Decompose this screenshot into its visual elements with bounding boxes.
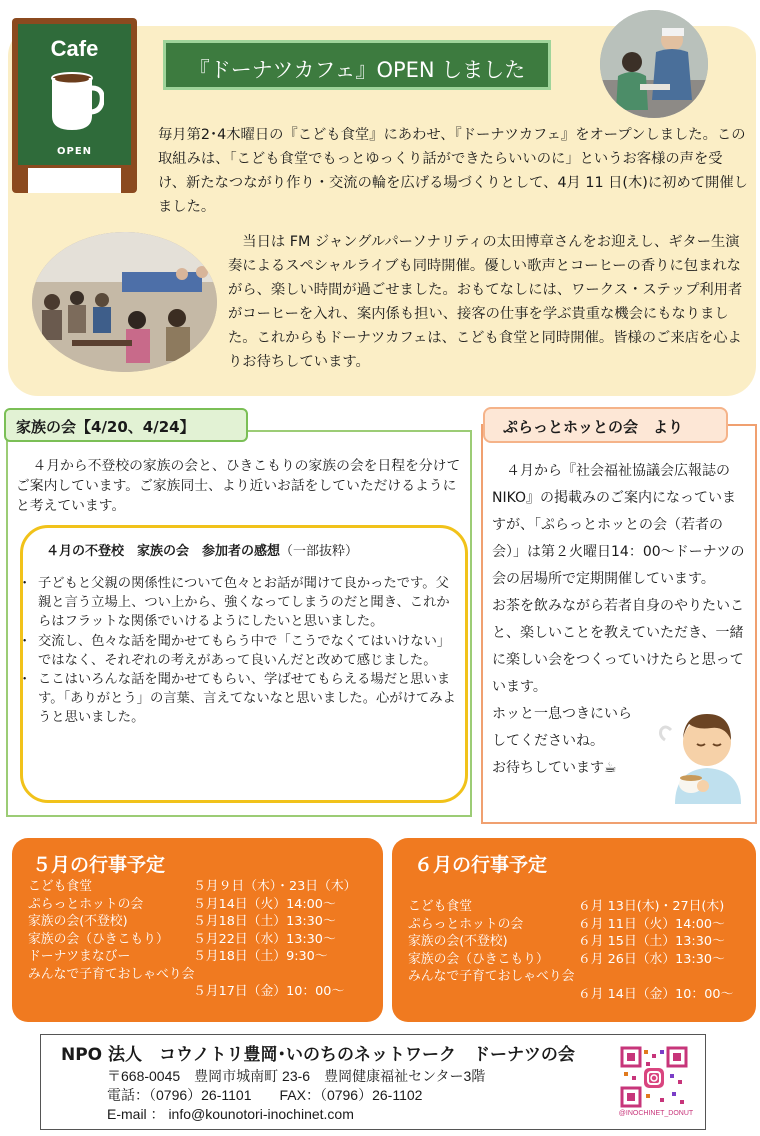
- may-schedule-title: ５月の行事予定: [32, 854, 166, 876]
- schedule-row: [408, 951, 733, 969]
- schedule-row: [28, 913, 356, 931]
- event-name: ドーナツまなびー: [28, 949, 131, 964]
- june-schedule: [392, 838, 756, 1022]
- plat-paragraph-3: ホッと一息つきにいらしてくださいね。: [492, 706, 632, 749]
- cafe-title-banner: [163, 40, 551, 90]
- footer-email[interactable]: E-mail ： info@kounotori-inochinet.com: [107, 1106, 354, 1122]
- voice-item: ・ 交流し、色々な話を聞かせてもらう中で「こうでなくてはいけない」ではなく、それぞれの考えがあって良いんだと改めて感じました。: [22, 632, 462, 670]
- cafe-sign-open: OPEN: [56, 146, 93, 157]
- schedule-row: [28, 878, 356, 896]
- footer-box: [40, 1034, 706, 1130]
- family-section-header: [4, 408, 248, 442]
- voice-item: ・ 子どもと父親の関係性について色々とお話が聞けて良かったです。父親と言う立場上、つい上から、強くなってしまうのだと聞き、これからはフラットな関係でいけるようにしたいと思いました。: [22, 574, 462, 632]
- cafe-title: 『ドーナツカフェ』OPEN しました: [188, 58, 526, 82]
- schedule-row: [28, 896, 356, 914]
- cafe-sign-word: Cafe: [50, 36, 99, 61]
- kitchen-staff-photo: [600, 10, 708, 118]
- voices-title: [46, 540, 358, 559]
- may-schedule-table: [28, 878, 356, 1001]
- event-name: こども食堂: [408, 899, 472, 914]
- voices-title-text: ４月の不登校 家族の会 参加者の感想: [46, 544, 281, 559]
- schedule-row: [408, 916, 733, 934]
- cafe-sign-stand: [28, 168, 121, 193]
- event-date: ６月 14日（金）10：00～: [578, 986, 734, 1002]
- cafe-paragraph-1: 毎月第2･4木曜日の『こども食堂』にあわせ、『ドーナツカフェ』をオープンしました。この取組みは、「こども食堂でもっとゆっくり話ができたらいいのに」というお客様の声を受け、新たなつながり作り・交流の輪を広げる場づくりとして、4月 11 日(木)に初めて開催しました。: [158, 127, 748, 215]
- schedule-row: [28, 931, 356, 949]
- plat-paragraph-2: お茶を飲みながら若者自身のやりたいこと、楽しいことを教えていただき、一緒に楽しい会をつくっていけたらと思っています。: [492, 598, 744, 695]
- event-date: ５月22日（水）13:30～: [193, 931, 336, 947]
- event-name: 家族の会(不登校): [408, 934, 508, 949]
- plat-paragraph-1: ４月から『社会福祉協議会広報誌の NIKO』の掲載みのご案内になっていますが、「ぷらっとホッとの会（若者の会）」は第２火曜日14：00～ドーナツの会の居場所で定期開催しています。: [492, 463, 745, 587]
- june-schedule-table: [408, 898, 733, 1003]
- voice-item: ・ ここはいろんな話を聞かせてもらい、学ばせてもらえる場だと思います。「ありがとう」の言葉、言えてないなと思いました。心がけてみようと思いました。: [22, 670, 462, 728]
- voices-list: [22, 574, 462, 728]
- organization-name: NPO 法人 コウノトリ豊岡･いのちのネットワーク ドーナツの会: [61, 1045, 575, 1065]
- man-with-tea-illustration: [645, 700, 749, 806]
- event-date: ６月 26日（水）13:30～: [578, 951, 725, 967]
- cafe-event-image: [32, 232, 217, 372]
- june-schedule-title: ６月の行事予定: [414, 854, 548, 876]
- footer-phone-fax: 電話：（0796）26-1101 FAX：（0796）26-1102: [107, 1087, 423, 1103]
- schedule-row: [408, 898, 733, 916]
- voices-title-sub: （一部抜粋）: [280, 544, 359, 559]
- event-date: ５月14日（火）14:00～: [193, 896, 336, 912]
- cafe-paragraph-2: 当日は FM ジャングルパーソナリティの太田博章さんをお迎えし、ギター生演奏によるスペシャルライブも同時開催。優しい歌声とコーヒーの香りに包まれながら、楽しい時間が過ごせました。おもてなしには、ワークス・ステップ利用者がコーヒーを入れ、案内係も担い、接客の仕事を学ぶ貴重な機会にもなりました。これからもドーナツカフェは、こども食堂と同時開催。皆様のご来店を心よりお待ちしています。: [228, 234, 743, 370]
- family-section-title: 家族の会【4/20、4/24】: [16, 418, 195, 436]
- event-date: ５月17日（金）10：00～: [193, 984, 345, 999]
- event-name: 家族の会（ひきこもり）: [408, 951, 549, 967]
- event-date: ６月 11日（火）14:00～: [578, 916, 725, 932]
- schedule-row: [28, 966, 356, 984]
- schedule-row: [408, 986, 733, 1004]
- event-date: ５月18日（土）13:30～: [193, 914, 336, 929]
- coffee-cup-icon: [48, 72, 104, 134]
- schedule-row: [28, 983, 356, 1001]
- plat-section-title: ぷらっとホッとの会 より: [503, 418, 684, 436]
- kitchen-staff-image: [600, 10, 708, 118]
- cafe-sign-illustration: [12, 18, 137, 193]
- event-date: ５月９日（木）・23日（木）: [193, 879, 357, 894]
- event-date: ５月18日（土）9:30～: [193, 949, 328, 964]
- qr-code-icon[interactable]: [620, 1046, 688, 1108]
- footer-address: 〒668-0045 豊岡市城南町 23-6 豊岡健康福祉センター3階: [107, 1068, 486, 1084]
- event-name: ぷらっとホットの会: [408, 916, 524, 932]
- cafe-board: [18, 24, 131, 165]
- schedule-row: [408, 933, 733, 951]
- schedule-row: [28, 948, 356, 966]
- plat-section-header: [483, 407, 728, 443]
- tea-cup-icon: ☕: [604, 760, 617, 776]
- event-date: ６月 13日(木)・27日(木): [578, 899, 725, 914]
- event-name: ぷらっとホットの会: [28, 896, 144, 912]
- event-date: ６月 15日（土）13:30～: [578, 934, 725, 949]
- plat-paragraph-4-text: お待ちしています: [492, 760, 604, 776]
- cafe-event-photo: [32, 232, 217, 372]
- may-schedule: [12, 838, 383, 1022]
- schedule-row: [408, 968, 733, 986]
- event-name: こども食堂: [28, 879, 92, 894]
- qr-caption: @INOCHINET_DONUT: [618, 1110, 694, 1117]
- event-name: みんなで子育ておしゃべり会: [408, 969, 575, 984]
- family-intro: ４月から不登校の家族の会と、ひきこもりの家族の会を日程を分けてご案内しています。ご家族同士、より近いお話をしていただけるようにと考えています。: [16, 458, 461, 514]
- event-name: みんなで子育ておしゃべり会: [28, 966, 195, 982]
- event-name: 家族の会(不登校): [28, 914, 128, 929]
- event-name: 家族の会（ひきこもり）: [28, 931, 169, 947]
